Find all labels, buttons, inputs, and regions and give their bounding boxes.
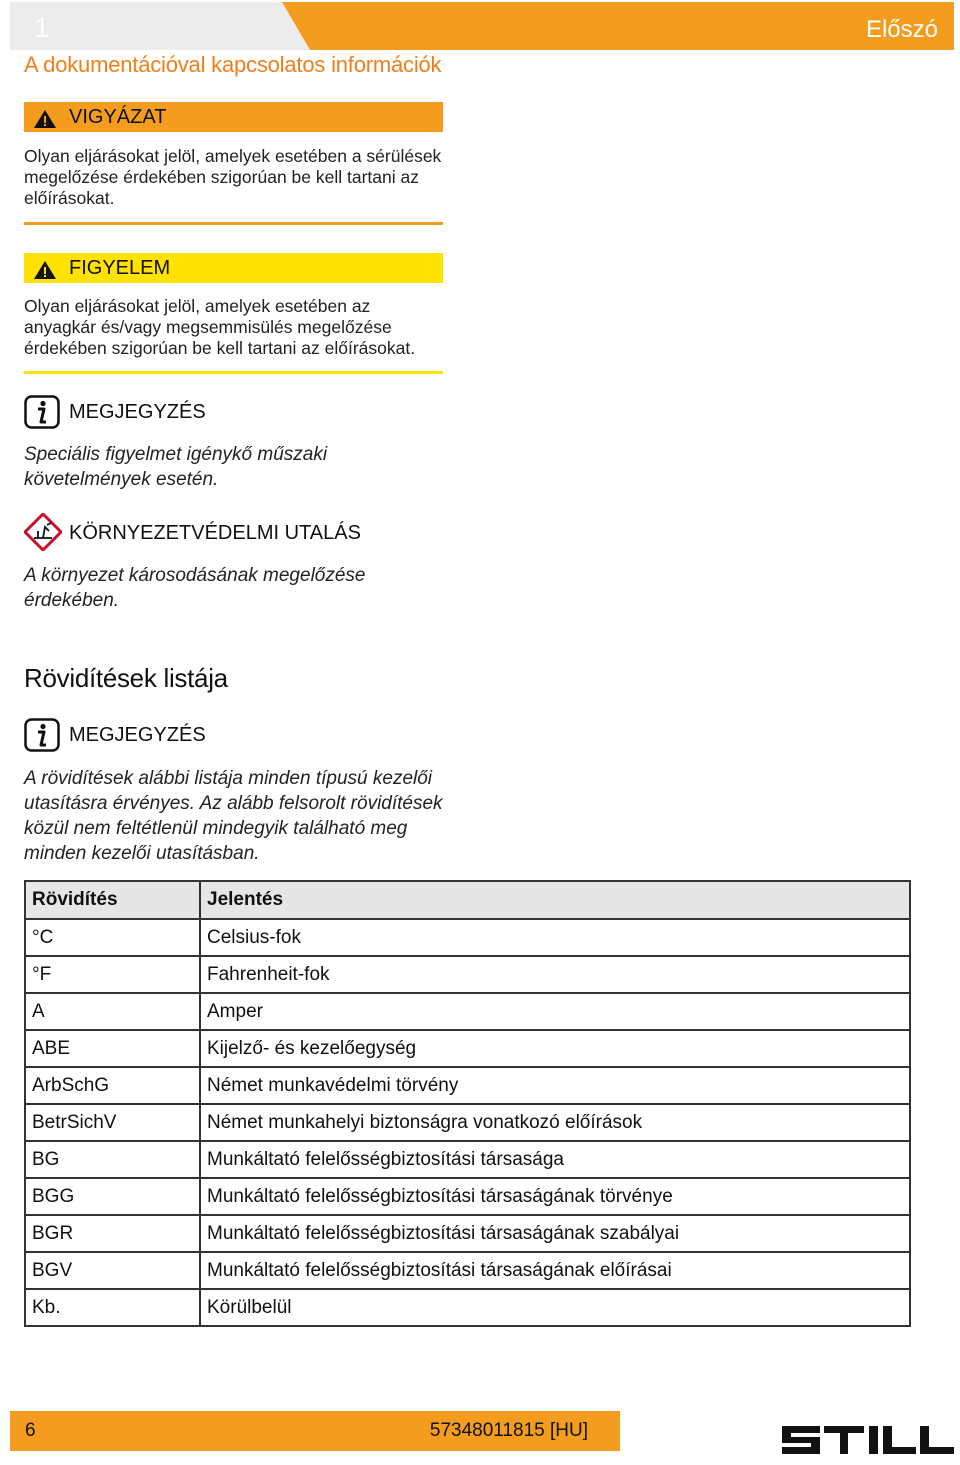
table-row [25,1067,910,1104]
note-label: MEGJEGYZÉS [69,724,206,746]
abbreviation-cell: BG [25,1141,200,1178]
attention-text: Olyan eljárásokat jelöl, amelyek esetében az anyagkár és/vagy megsemmisülés megelőzése érdekében szigorúan be kell tartani az előírásokat. [24,296,416,358]
caution-label: VIGYÁZAT [69,106,167,128]
table-row [25,1289,910,1326]
caution-text: Olyan eljárásokat jelöl, amelyek esetében a sérülések megelőzése érdekében szigorúan be kell tartani az előírásokat. [24,146,442,208]
section-name: Előszó [865,16,938,43]
abbreviation-cell: °C [25,919,200,956]
abbreviations-table [24,880,911,1327]
note-label: MEGJEGYZÉS [69,401,206,423]
abbreviation-cell: BGR [25,1215,200,1252]
chapter-subtitle: A dokumentációval kapcsolatos információk [24,52,442,77]
abbreviation-cell: Kb. [25,1289,200,1326]
table-row [25,1104,910,1141]
header-bar [10,2,954,50]
page-number: 6 [25,1420,36,1441]
attention-divider [24,371,443,374]
warning-triangle-icon [33,109,57,129]
page-footer [10,1411,620,1451]
column-header: Jelentés [200,881,910,919]
caution-divider [24,222,443,225]
chapter-number: 1 [34,12,50,43]
environment-header [24,513,361,547]
meaning-cell: Celsius-fok [200,919,910,956]
meaning-cell: Munkáltató felelősségbiztosítási társasága [200,1141,910,1178]
abbreviation-cell: ArbSchG [25,1067,200,1104]
abbreviation-cell: BGG [25,1178,200,1215]
table-row [25,1141,910,1178]
attention-header [24,253,443,283]
still-logo [782,1422,954,1458]
column-header: Rövidítés [25,881,200,919]
note-header [24,718,206,752]
note-text: Speciális figyelmet igénykő műszaki követelmények esetén. [24,444,328,490]
environment-text: A környezet károsodásának megelőzése érdekében. [24,565,366,611]
table-row [25,1252,910,1289]
abbreviation-cell: °F [25,956,200,993]
table-row [25,1030,910,1067]
meaning-cell: Munkáltató felelősségbiztosítási társaságának előírásai [200,1252,910,1289]
table-row [25,919,910,956]
meaning-cell: Amper [200,993,910,1030]
info-note-icon [24,718,60,752]
page-header [10,2,954,50]
meaning-cell: Német munkahelyi biztonságra vonatkozó előírások [200,1104,910,1141]
note-header [24,395,206,429]
meaning-cell: Fahrenheit-fok [200,956,910,993]
meaning-cell: Munkáltató felelősségbiztosítási társaságának törvénye [200,1178,910,1215]
table-row [25,1215,910,1252]
attention-label: FIGYELEM [69,257,171,279]
table-row [25,1178,910,1215]
table-row [25,956,910,993]
abbreviation-cell: ABE [25,1030,200,1067]
meaning-cell: Kijelző- és kezelőegység [200,1030,910,1067]
warning-triangle-icon [33,260,57,280]
abbreviation-cell: BetrSichV [25,1104,200,1141]
meaning-cell: Körülbelül [200,1289,910,1326]
note-text: A rövidítések alábbi listája minden típusú kezelői utasításra érvényes. Az alább felsorolt rövidítések közül nem feltétlenül mindegyik található meg minden kezelői utasításban. [24,768,443,864]
environment-hazard-icon [24,513,62,551]
section-title: Rövidítések listája [24,663,228,693]
caution-header [24,102,443,132]
environment-label: KÖRNYEZETVÉDELMI UTALÁS [69,522,361,544]
document-number: 57348011815 [HU] [429,1420,588,1441]
table-row [25,993,910,1030]
abbreviation-cell: BGV [25,1252,200,1289]
table-header-row [25,881,910,919]
abbreviation-cell: A [25,993,200,1030]
info-note-icon [24,395,60,429]
meaning-cell: Német munkavédelmi törvény [200,1067,910,1104]
meaning-cell: Munkáltató felelősségbiztosítási társaságának szabályai [200,1215,910,1252]
